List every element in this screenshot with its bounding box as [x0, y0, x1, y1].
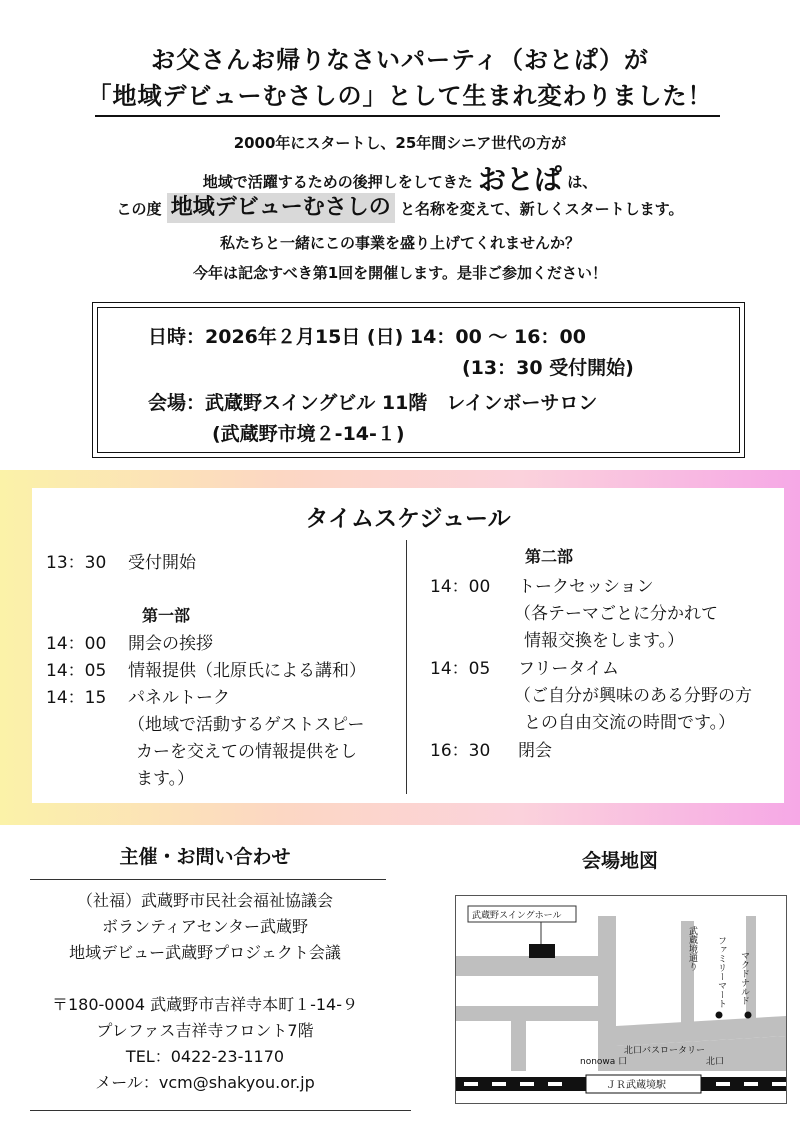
schedule-row — [46, 683, 230, 708]
part2-title: 第二部 — [525, 547, 574, 566]
schedule-label: 受付開始 — [128, 553, 196, 573]
contact-address1: 〒180-0004 武蔵野市吉祥寺本町１-14-９ — [51, 995, 359, 1014]
schedule-label: トークセッション — [518, 577, 654, 597]
new-name-highlight: 地域デビューむさしの — [167, 193, 395, 223]
schedule-label: 開会の挨拶 — [128, 634, 213, 654]
map-title: 会場地図 — [581, 850, 658, 872]
event-reception: (13：30 受付開始) — [462, 357, 634, 379]
part1-title: 第一部 — [142, 606, 191, 625]
contact-rule-top — [30, 879, 386, 880]
street-label: 武蔵境通り — [687, 926, 697, 971]
schedule-note: ます。） — [136, 769, 195, 789]
schedule-note: 情報交換をします。） — [524, 631, 685, 651]
headline-line1: お父さんお帰りなさいパーティ（おとぱ）が — [150, 46, 650, 74]
otopa-emphasis: おとぱ — [477, 163, 562, 196]
contact-title: 主催・お問い合わせ — [119, 846, 291, 868]
schedule-row — [430, 736, 552, 761]
schedule-label: フリータイム — [518, 659, 619, 679]
schedule-note: カーを交えての情報提供をし — [136, 742, 357, 762]
contact-rule-bottom — [30, 1110, 411, 1111]
schedule-time: 14：05 — [430, 659, 491, 679]
schedule-time: 14：00 — [46, 634, 107, 654]
rotary-label: 北口バスロータリー — [624, 1046, 706, 1056]
nonowa-label: nonowa 口 — [580, 1057, 628, 1067]
event-datetime: 日時：2026年２月15日 (日) 14：00 ～ 16：00 — [148, 326, 586, 348]
building-label: 武蔵野スイングホール — [472, 911, 562, 921]
intro-line5: 今年は記念すべき第1回を開催します。是非ご参加ください！ — [193, 264, 607, 282]
venue-building-marker — [529, 944, 555, 958]
mcdonalds-label: マクドナルド — [739, 951, 749, 1005]
intro-line4: 私たちと一緒にこの事業を盛り上げてくれませんか？ — [219, 234, 580, 252]
venue-map — [455, 895, 787, 1104]
schedule-note: との自由交流の時間です。） — [524, 713, 736, 733]
contact-org1: （社福）武蔵野市民社会福祉協議会 — [76, 891, 333, 910]
intro-line3-prefix: この度 — [116, 200, 162, 218]
contact-org3: 地域デビュー武蔵野プロジェクト会議 — [69, 943, 341, 962]
mcdonalds-dot — [745, 1012, 752, 1019]
schedule-label: パネルトーク — [128, 688, 230, 708]
schedule-note: （ご自分が興味のある分野の方 — [514, 686, 752, 706]
schedule-row — [430, 572, 654, 597]
familymart-label: ファミリーマート — [716, 936, 726, 1008]
schedule-time: 14：15 — [46, 688, 107, 708]
schedule-row — [430, 654, 619, 679]
event-venue: 会場：武蔵野スイングビル 11階 レインボーサロン — [148, 392, 598, 414]
schedule-row — [46, 656, 366, 681]
contact-address2: プレファス吉祥寺フロント7階 — [96, 1021, 314, 1040]
schedule-time: 13：30 — [46, 553, 107, 573]
map-road — [598, 916, 616, 1071]
schedule-time: 14：05 — [46, 661, 107, 681]
station-label: ＪＲ武蔵境駅 — [606, 1080, 666, 1091]
intro-line2-suffix: は、 — [567, 173, 598, 191]
schedule-title: タイムスケジュール — [305, 506, 511, 532]
event-info-box — [92, 302, 745, 458]
intro-line2-prefix: 地域で活躍するための後押しをしてきた — [202, 173, 473, 191]
schedule-divider — [406, 540, 407, 794]
contact-email[interactable]: メール：vcm@shakyou.or.jp — [95, 1073, 315, 1092]
schedule-note: （地域で活動するゲストスピー — [128, 715, 365, 735]
headline-line2: 「地域デビューむさしの」として生まれ変わりました！ — [87, 82, 713, 110]
intro-line2 — [0, 158, 800, 198]
schedule-label: 情報提供（北原氏による講和） — [128, 661, 366, 681]
schedule-panel — [32, 488, 784, 803]
headline-rule — [95, 115, 720, 117]
schedule-row-reception — [46, 548, 196, 573]
contact-tel: TEL：0422-23-1170 — [125, 1047, 285, 1066]
schedule-time: 16：30 — [430, 741, 491, 761]
map-road — [511, 1021, 526, 1071]
event-address: (武蔵野市境２-14-１) — [212, 423, 405, 445]
schedule-note: （各テーマごとに分かれて — [514, 604, 718, 624]
contact-org2: ボランティアセンター武蔵野 — [102, 917, 308, 936]
map-road — [456, 956, 598, 976]
schedule-time: 14：00 — [430, 577, 491, 597]
intro-line3 — [0, 193, 800, 223]
north-exit-label: 北口 — [706, 1057, 725, 1067]
schedule-row — [46, 629, 213, 654]
map-drawing — [456, 896, 786, 1103]
intro-line3-suffix: と名称を変えて、新しくスタートします。 — [399, 200, 684, 218]
intro-line1: 2000年にスタートし、25年間シニア世代の方が — [233, 134, 567, 152]
familymart-dot — [716, 1012, 723, 1019]
schedule-label: 閉会 — [518, 741, 552, 761]
map-road — [456, 1006, 598, 1021]
